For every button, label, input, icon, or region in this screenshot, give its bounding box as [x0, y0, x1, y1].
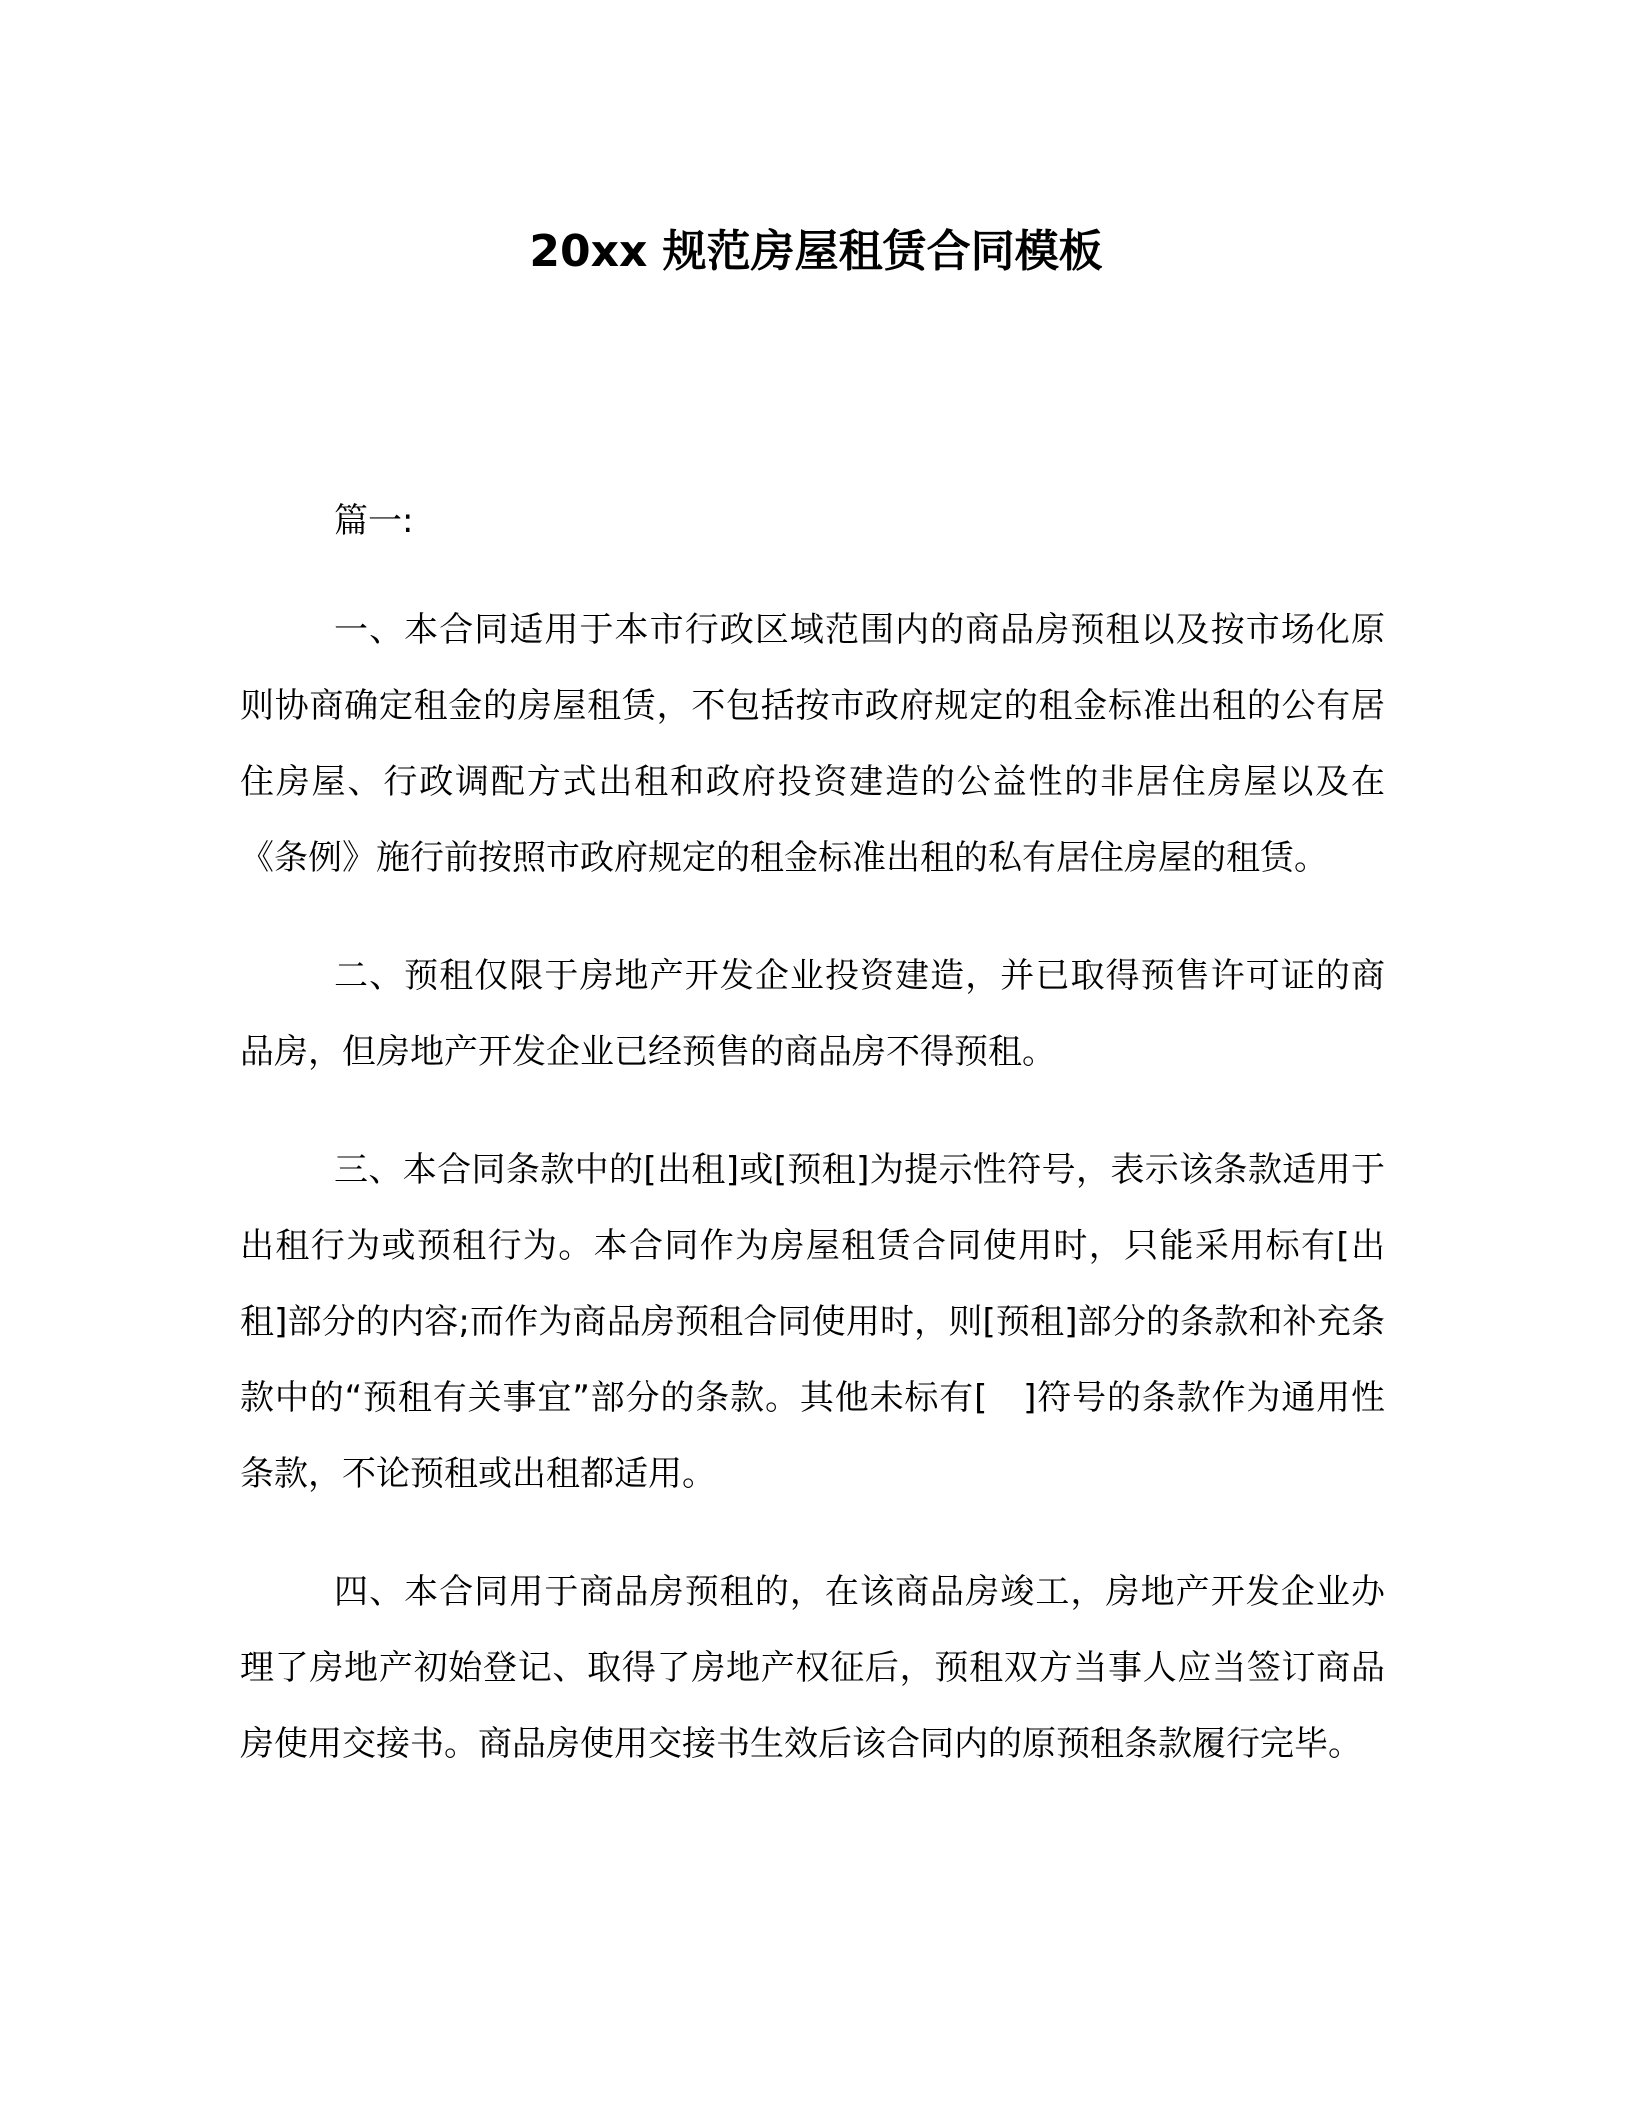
paragraph-2: 二、预租仅限于房地产开发企业投资建造，并已取得预售许可证的商品房，但房地产开发企业已经预售的商品房不得预租。: [240, 956, 1385, 1072]
document-title: 20xx 规范房屋租赁合同模板: [529, 226, 1103, 277]
paragraph-1: 一、本合同适用于本市行政区域范围内的商品房预租以及按市场化原则协商确定租金的房屋租赁，不包括按市政府规定的租金标准出租的公有居住房屋、行政调配方式出租和政府投资建造的公益性的非居住房屋以及在《条例》施行前按照市政府规定的租金标准出租的私有居住房屋的租赁。: [240, 610, 1385, 878]
document-body: [240, 492, 1385, 1824]
section-label: 篇一:: [334, 501, 414, 541]
paragraph-4: 四、本合同用于商品房预租的，在该商品房竣工，房地产开发企业办理了房地产初始登记、取得了房地产权征后，预租双方当事人应当签订商品房使用交接书。商品房使用交接书生效后该合同内的原预租条款履行完毕。: [240, 1572, 1385, 1764]
paragraph-3: 三、本合同条款中的[出租]或[预租]为提示性符号，表示该条款适用于出租行为或预租行为。本合同作为房屋租赁合同使用时，只能采用标有[出租]部分的内容;而作为商品房预租合同使用时，则[预租]部分的条款和补充条款中的“预租有关事宜”部分的条款。其他未标有[ ]符号的条款作为通用性条款，不论预租或出租都适用。: [240, 1150, 1385, 1494]
